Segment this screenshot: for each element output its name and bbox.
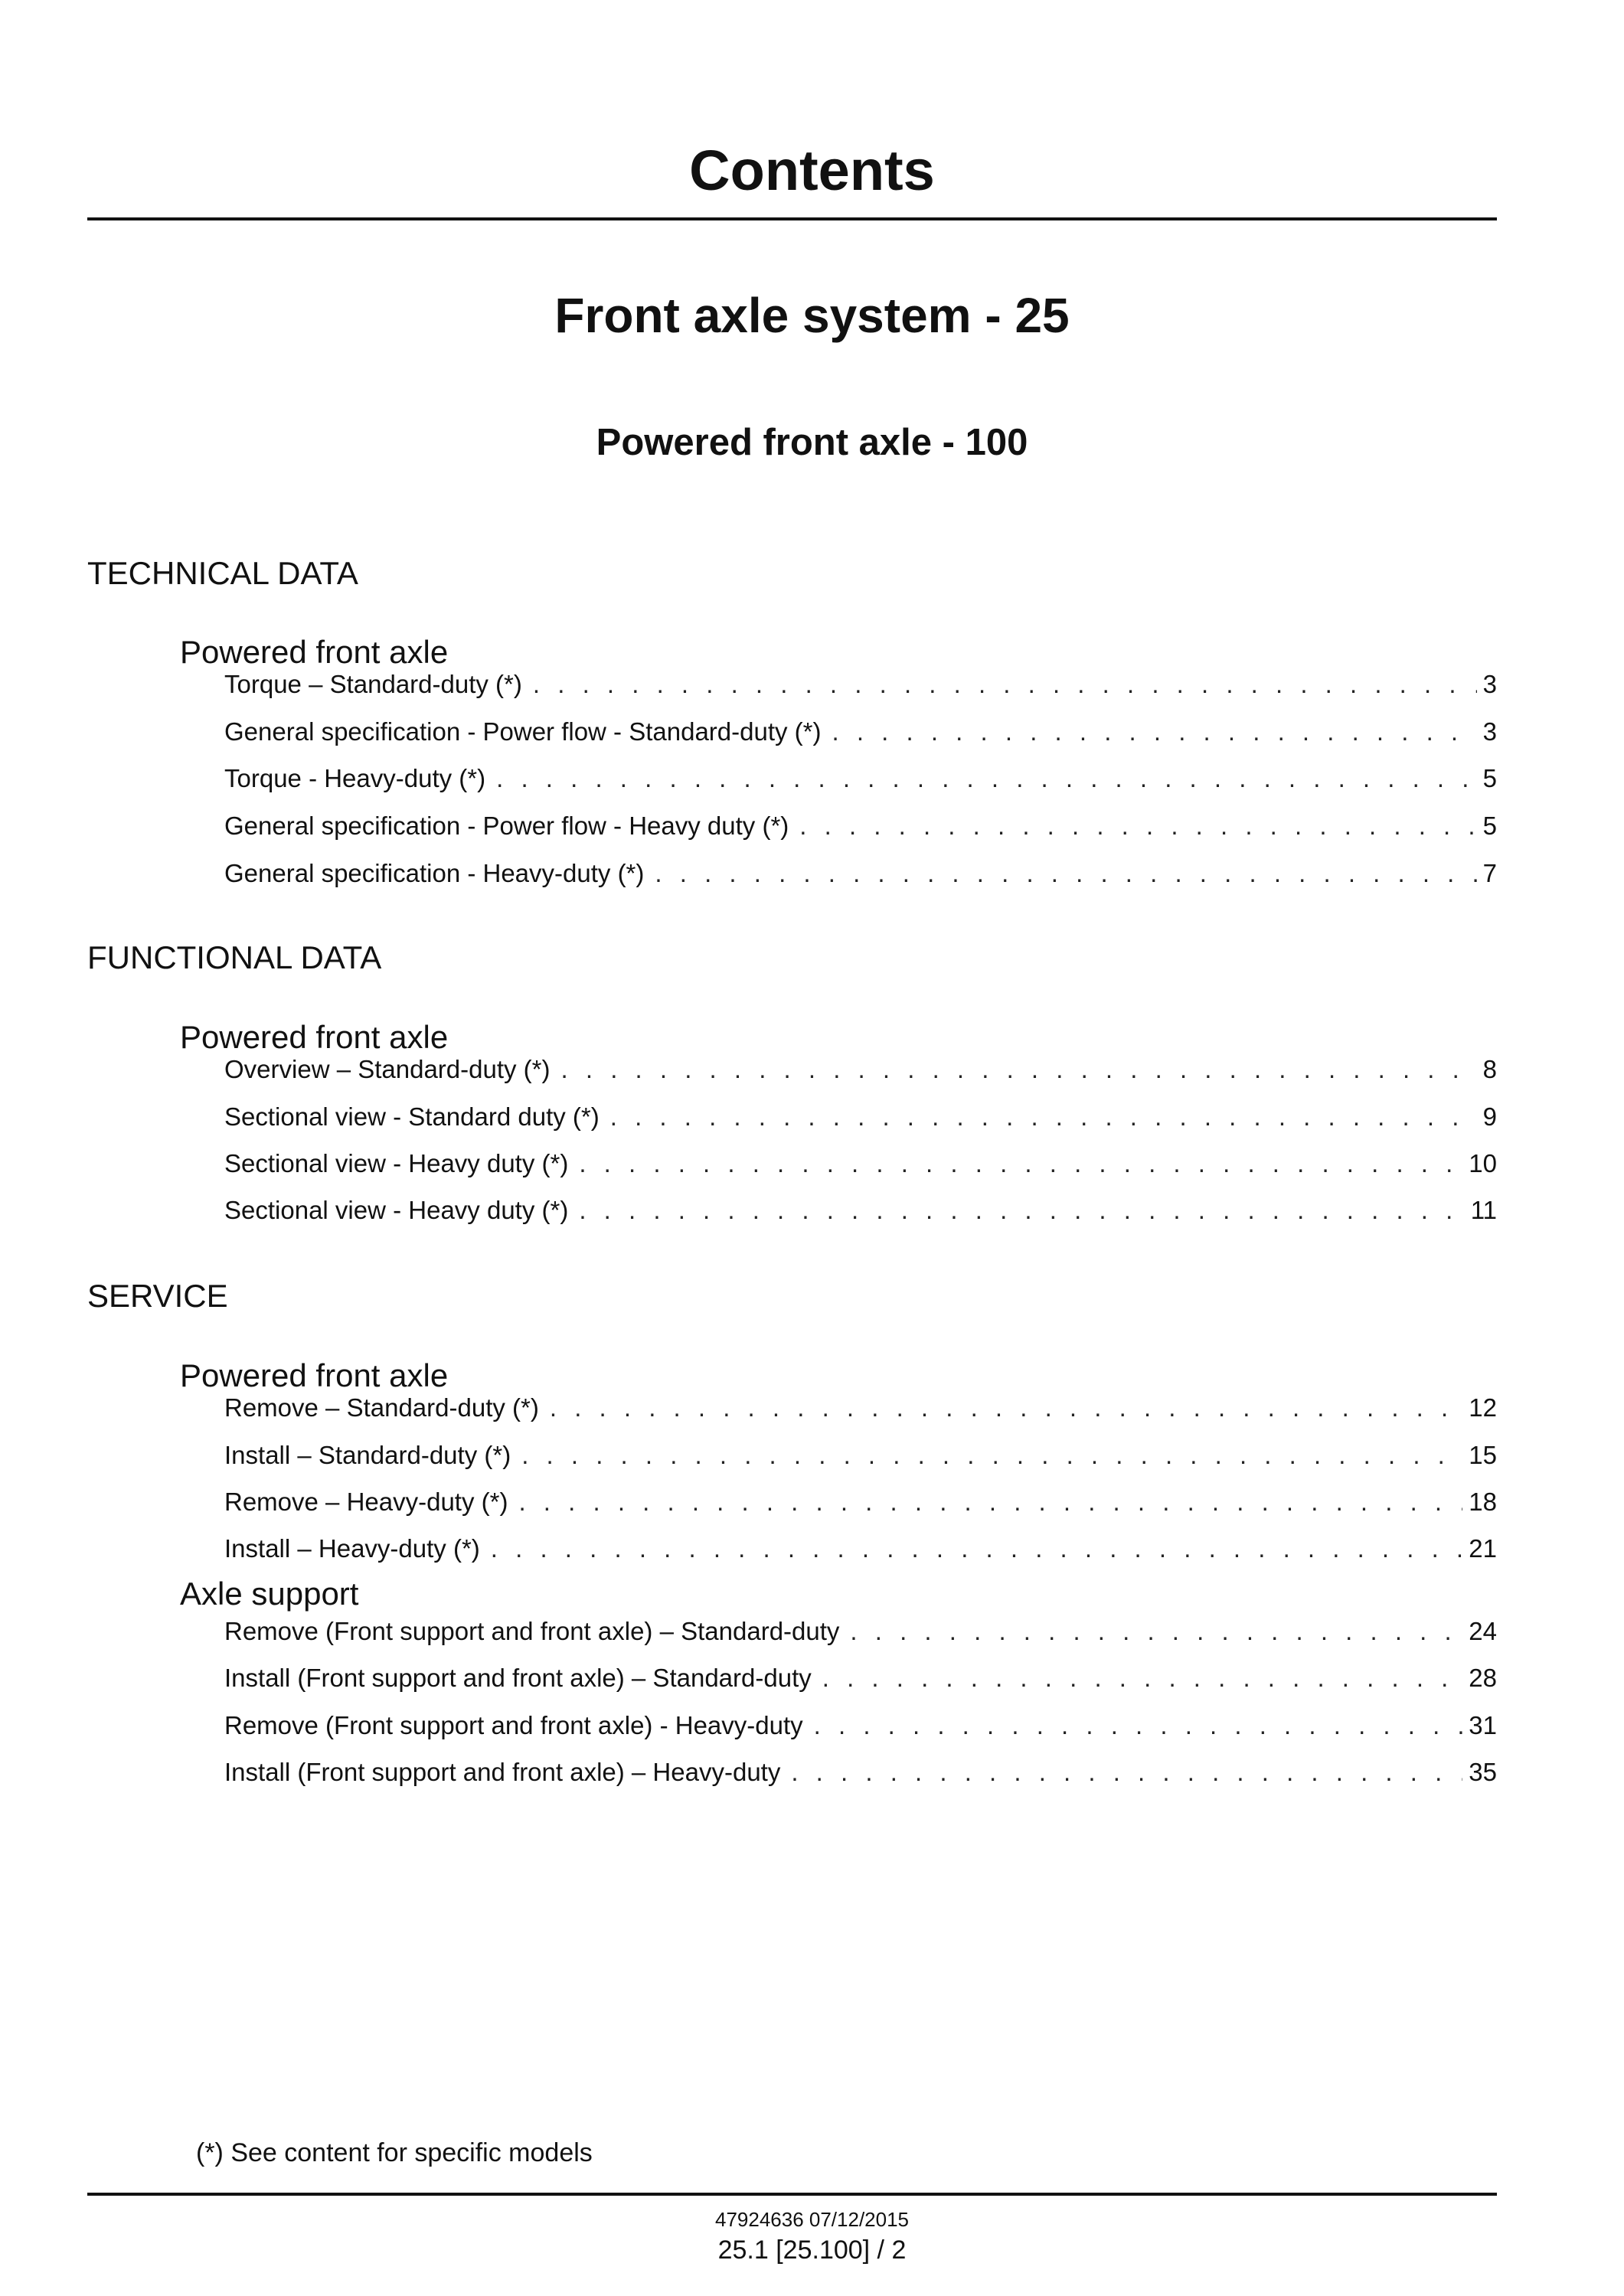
dot-leader <box>655 856 1476 891</box>
toc-entry[interactable] <box>224 1099 1497 1135</box>
dot-leader <box>822 1661 1463 1696</box>
toc-entry-page: 21 <box>1469 1534 1497 1563</box>
toc-entry[interactable] <box>224 1531 1497 1566</box>
toc-entry[interactable] <box>224 1614 1497 1649</box>
toc-entry[interactable] <box>224 1390 1497 1426</box>
toc-entry-page: 3 <box>1482 717 1497 746</box>
dot-leader <box>814 1708 1463 1743</box>
dot-leader <box>561 1052 1477 1087</box>
section-heading-service: SERVICE <box>87 1278 228 1314</box>
dot-leader <box>791 1755 1462 1790</box>
toc-entry-label: Install – Heavy-duty (*) <box>224 1534 480 1563</box>
toc-entry-label: Install (Front support and front axle) – Standard-duty <box>224 1664 812 1692</box>
toc-entry[interactable] <box>224 1755 1497 1790</box>
dot-leader <box>610 1099 1477 1135</box>
toc-entry-page: 8 <box>1482 1055 1497 1083</box>
toc-entry-label: General specification - Power flow - Standard-duty (*) <box>224 717 822 746</box>
toc-entry-page: 5 <box>1482 764 1497 792</box>
toc-entry[interactable] <box>224 1438 1497 1473</box>
toc-entry-page: 15 <box>1469 1441 1497 1469</box>
toc-entry[interactable] <box>224 1146 1497 1181</box>
toc-entry-page: 31 <box>1469 1711 1497 1739</box>
toc-entry-label: Remove (Front support and front axle) - Heavy-duty <box>224 1711 803 1739</box>
toc-entry-page: 12 <box>1469 1393 1497 1422</box>
topic-heading-powered-front-axle: Powered front axle <box>180 1019 449 1055</box>
topic-heading-powered-front-axle: Powered front axle <box>180 634 449 670</box>
toc-entry-label: Install – Standard-duty (*) <box>224 1441 511 1469</box>
toc-entry-label: Sectional view - Heavy duty (*) <box>224 1196 569 1224</box>
dot-leader <box>832 714 1477 750</box>
page-reference: 25.1 [25.100] / 2 <box>717 2236 907 2265</box>
page-title: Contents <box>689 139 935 202</box>
toc-entry-page: 24 <box>1469 1617 1497 1645</box>
toc-entry-label: General specification - Heavy-duty (*) <box>224 859 645 887</box>
footnote: (*) See content for specific models <box>196 2138 593 2167</box>
toc-entry[interactable] <box>224 808 1497 844</box>
top-rule <box>87 217 1497 220</box>
dot-leader <box>496 761 1477 796</box>
toc-entry-label: Remove (Front support and front axle) – Standard-duty <box>224 1617 840 1645</box>
toc-entry[interactable] <box>224 1484 1497 1520</box>
toc-entry-label: Torque - Heavy-duty (*) <box>224 764 486 792</box>
toc-entry-label: Torque – Standard-duty (*) <box>224 670 522 698</box>
toc-entry-page: 28 <box>1469 1664 1497 1692</box>
toc-entry[interactable] <box>224 856 1497 891</box>
toc-entry-page: 3 <box>1482 670 1497 698</box>
toc-entry-label: Remove – Standard-duty (*) <box>224 1393 539 1422</box>
group-title: Powered front axle - 100 <box>596 422 1028 463</box>
dot-leader <box>550 1390 1462 1426</box>
toc-entry-page: 18 <box>1469 1488 1497 1516</box>
toc-entry[interactable] <box>224 667 1497 702</box>
dot-leader <box>579 1146 1462 1181</box>
toc-entry[interactable] <box>224 714 1497 750</box>
toc-entry-label: General specification - Power flow - Heavy duty (*) <box>224 812 789 840</box>
dot-leader <box>799 808 1476 844</box>
bottom-rule <box>87 2193 1497 2196</box>
toc-entry-page: 5 <box>1482 812 1497 840</box>
dot-leader <box>521 1438 1462 1473</box>
toc-entry[interactable] <box>224 761 1497 796</box>
toc-entry-label: Install (Front support and front axle) – Heavy-duty <box>224 1758 781 1786</box>
system-title: Front axle system - 25 <box>554 288 1070 343</box>
dot-leader <box>518 1484 1462 1520</box>
dot-leader <box>491 1531 1462 1566</box>
toc-entry[interactable] <box>224 1193 1497 1228</box>
topic-heading-powered-front-axle: Powered front axle <box>180 1357 449 1393</box>
toc-entry-label: Sectional view - Standard duty (*) <box>224 1102 600 1131</box>
toc-entry[interactable] <box>224 1661 1497 1696</box>
toc-entry[interactable] <box>224 1708 1497 1743</box>
dot-leader <box>533 667 1477 702</box>
toc-entry-label: Overview – Standard-duty (*) <box>224 1055 551 1083</box>
section-heading-functional-data: FUNCTIONAL DATA <box>87 939 382 975</box>
toc-entry-page: 9 <box>1482 1102 1497 1131</box>
dot-leader <box>579 1193 1464 1228</box>
section-heading-technical-data: TECHNICAL DATA <box>87 555 358 591</box>
topic-heading-axle-support: Axle support <box>180 1576 359 1612</box>
toc-entry-page: 11 <box>1470 1196 1497 1224</box>
toc-entry[interactable] <box>224 1052 1497 1087</box>
toc-entry-page: 35 <box>1469 1758 1497 1786</box>
document-id: 47924636 07/12/2015 <box>714 2208 910 2231</box>
toc-entry-label: Remove – Heavy-duty (*) <box>224 1488 508 1516</box>
toc-entry-page: 7 <box>1482 859 1497 887</box>
toc-entry-label: Sectional view - Heavy duty (*) <box>224 1149 569 1177</box>
dot-leader <box>850 1614 1462 1649</box>
toc-entry-page: 10 <box>1469 1149 1497 1177</box>
